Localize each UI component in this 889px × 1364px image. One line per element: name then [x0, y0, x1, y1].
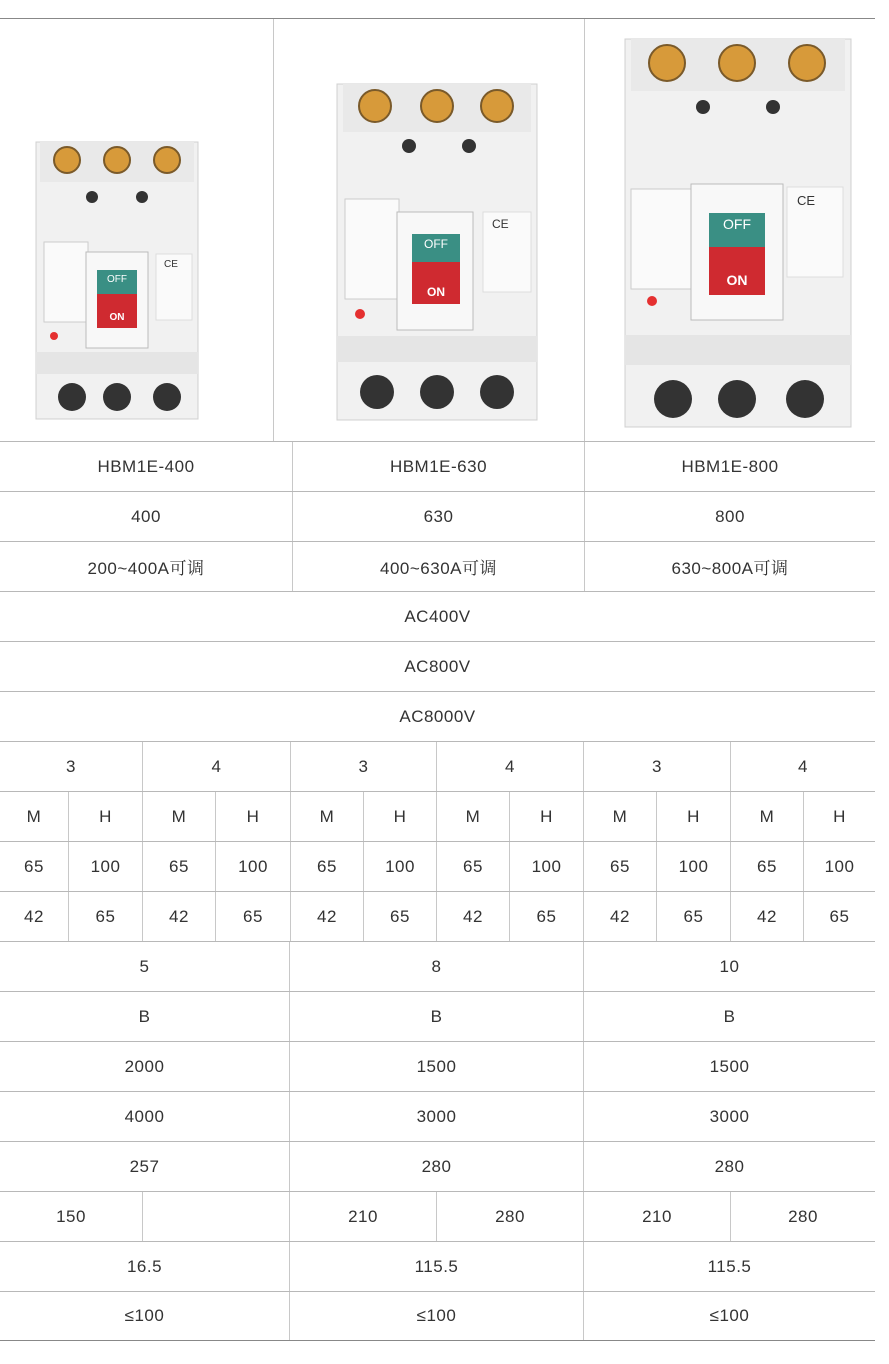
breaker-image-630 [274, 19, 585, 441]
on-label: ON [726, 272, 748, 288]
table-cell: 3 [66, 756, 76, 776]
table-cell: 4000 [124, 1106, 165, 1126]
spec-table [0, 441, 875, 1341]
table-cell: AC800V [404, 656, 471, 676]
table-row-rating [0, 491, 875, 541]
table-cell: 2000 [124, 1056, 165, 1076]
table-cell: 115.5 [289, 1242, 583, 1291]
table-cell: ≤100 [583, 1292, 875, 1340]
table-cell: 400 [131, 506, 161, 526]
table-row-d [0, 1091, 875, 1141]
table-cell: AC400V [404, 606, 471, 626]
table-cell: 210 [583, 1192, 730, 1241]
table-cell: M [583, 792, 656, 841]
table-cell: H [215, 792, 290, 841]
table-cell: 42 [583, 892, 656, 941]
table-row-grade [0, 791, 875, 841]
table-cell: 65 [583, 842, 656, 891]
table-cell: ≤100 [124, 1306, 165, 1325]
table-cell: 400~630A可调 [292, 542, 584, 591]
table-cell: 65 [215, 892, 290, 941]
table-cell: 150 [56, 1206, 86, 1226]
table-cell: 4 [730, 742, 875, 791]
table-row-f [0, 1191, 875, 1241]
on-label: ON [427, 285, 445, 299]
table-cell: 8 [289, 942, 583, 991]
table-cell: B [583, 992, 875, 1041]
table-cell: ≤100 [289, 1292, 583, 1340]
table-cell: 42 [730, 892, 803, 941]
table-cell: 4 [436, 742, 583, 791]
on-label: ON [109, 312, 125, 323]
table-row-poles [0, 741, 875, 791]
table-cell: HBM1E-400 [97, 456, 195, 476]
table-cell: B [289, 992, 583, 1041]
table-cell: 800 [584, 492, 875, 541]
table-cell: 280 [436, 1192, 583, 1241]
table-cell: M [26, 806, 42, 826]
table-cell: 3 [583, 742, 730, 791]
table-cell: HBM1E-800 [584, 442, 875, 491]
breaker-image-800 [585, 19, 876, 441]
table-cell: 3000 [583, 1092, 875, 1141]
table-cell: 280 [583, 1142, 875, 1191]
table-row-voltage-2 [0, 641, 875, 691]
table-cell: 10 [583, 942, 875, 991]
table-cell: M [730, 792, 803, 841]
image-cell-400 [0, 19, 273, 441]
table-cell: 3000 [289, 1092, 583, 1141]
table-cell: 630~800A可调 [584, 542, 875, 591]
table-cell: 65 [142, 842, 215, 891]
table-cell: H [656, 792, 730, 841]
table-cell: 42 [436, 892, 509, 941]
table-cell: 630 [292, 492, 584, 541]
table-row-adjust-range [0, 541, 875, 591]
table-cell: 65 [803, 892, 875, 941]
image-cell-630 [273, 19, 585, 441]
table-row-c [0, 1041, 875, 1091]
table-cell: 100 [363, 842, 436, 891]
table-row-ics [0, 891, 875, 941]
table-cell: H [509, 792, 583, 841]
table-cell: 5 [139, 956, 150, 976]
table-cell: 100 [68, 842, 142, 891]
table-row-voltage-1 [0, 591, 875, 641]
table-cell: M [290, 792, 363, 841]
table-row-model [0, 441, 875, 491]
table-cell: M [142, 792, 215, 841]
table-cell: H [68, 792, 142, 841]
table-cell: 100 [509, 842, 583, 891]
table-row-e [0, 1141, 875, 1191]
table-cell: 210 [289, 1192, 436, 1241]
table-cell: 65 [24, 856, 44, 876]
ce-mark: CE [164, 259, 178, 270]
table-cell: AC8000V [399, 706, 476, 726]
product-image-row [0, 19, 875, 441]
table-row-b [0, 991, 875, 1041]
table-row-g [0, 1241, 875, 1291]
table-cell: 65 [436, 842, 509, 891]
table-cell: 65 [290, 842, 363, 891]
table-cell: 42 [142, 892, 215, 941]
table-cell: 65 [730, 842, 803, 891]
ce-mark: CE [492, 217, 509, 231]
table-cell: 1500 [289, 1042, 583, 1091]
table-cell: 280 [289, 1142, 583, 1191]
table-cell: M [436, 792, 509, 841]
table-cell [142, 1192, 289, 1241]
table-cell: 1500 [583, 1042, 875, 1091]
table-cell: 65 [656, 892, 730, 941]
table-row-h [0, 1291, 875, 1341]
table-row-voltage-3 [0, 691, 875, 741]
table-cell: 100 [656, 842, 730, 891]
table-cell: H [363, 792, 436, 841]
table-cell: 65 [68, 892, 142, 941]
off-label: OFF [424, 237, 448, 251]
table-cell: 100 [803, 842, 875, 891]
image-cell-800 [584, 19, 876, 441]
table-cell: 100 [215, 842, 290, 891]
table-cell: H [803, 792, 875, 841]
table-row-icu [0, 841, 875, 891]
breaker-image-400 [0, 19, 273, 441]
table-cell: 65 [363, 892, 436, 941]
table-cell: 280 [730, 1192, 875, 1241]
table-cell: HBM1E-630 [292, 442, 584, 491]
table-cell: 42 [290, 892, 363, 941]
off-label: OFF [107, 274, 127, 285]
table-cell: 200~400A可调 [87, 559, 205, 578]
table-cell: 115.5 [583, 1242, 875, 1291]
table-cell: 3 [290, 742, 436, 791]
ce-mark: CE [797, 193, 816, 208]
table-cell: 16.5 [126, 1256, 163, 1276]
table-row-a [0, 941, 875, 991]
table-cell: B [138, 1006, 151, 1026]
table-cell: 42 [24, 906, 44, 926]
table-cell: 257 [129, 1156, 160, 1176]
off-label: OFF [723, 216, 751, 232]
table-cell: 65 [509, 892, 583, 941]
table-cell: 4 [142, 742, 290, 791]
